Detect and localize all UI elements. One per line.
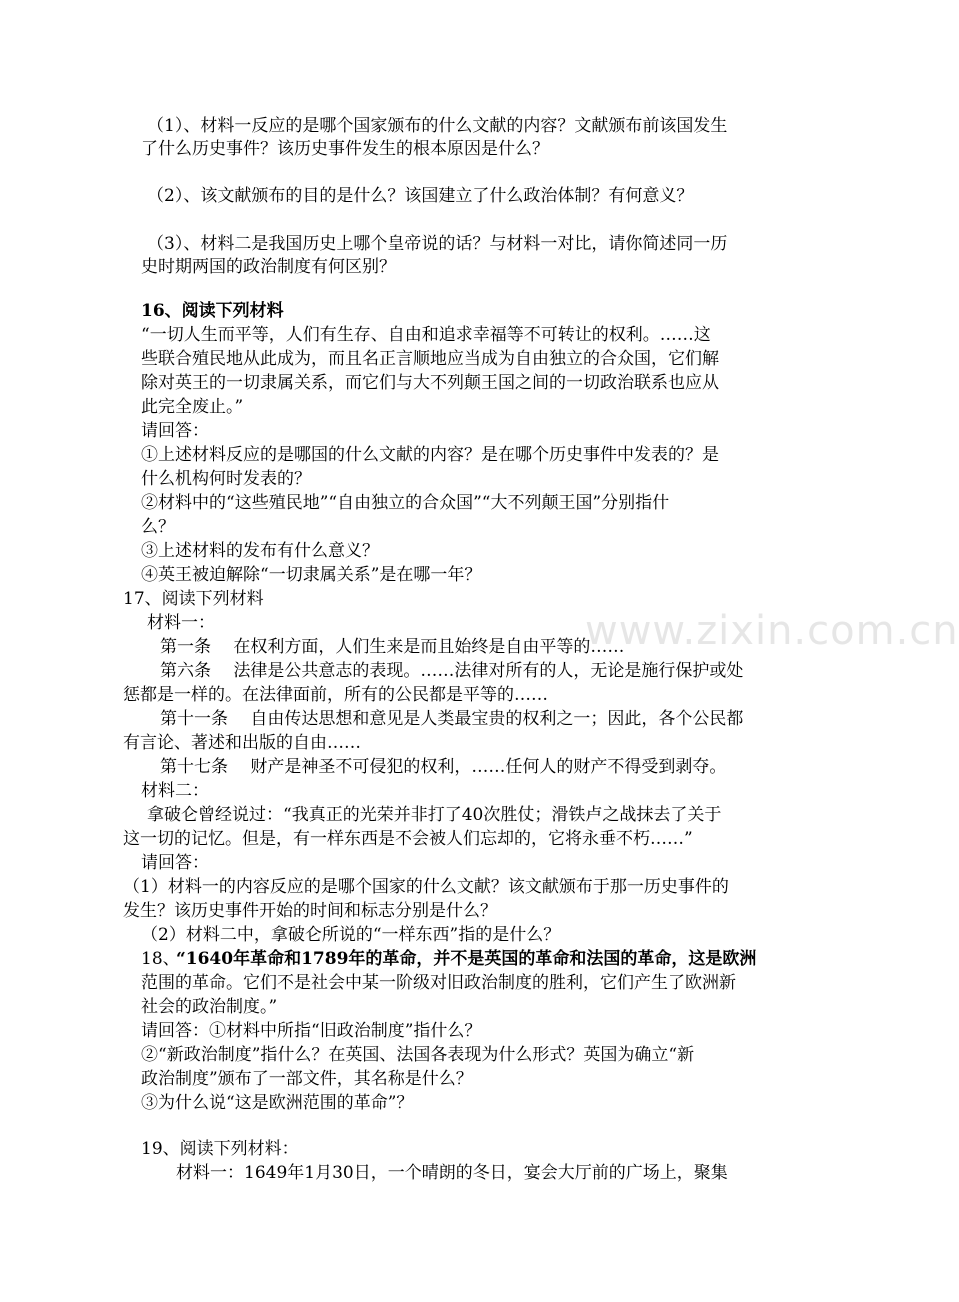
q15-part1-line1: （1）、材料一反应的是哪个国家颁布的什么文献的内容？文献颁布前该国发生 (147, 116, 728, 136)
q19-heading: 19、阅读下列材料： (141, 1139, 299, 1159)
q16-material-line1: “一切人生而平等，人们有生存、自由和追求幸福等不可转让的权利。……这 (141, 325, 711, 345)
q18-material-line3: 社会的政治制度。” (141, 997, 278, 1017)
q17-article1: 第一条 在权利方面，人们生来是而且始终是自由平等的…… (160, 637, 625, 657)
q16-question1-line2: 什么机构何时发表的？ (141, 469, 311, 489)
q18-question3: ③为什么说“这是欧洲范围的革命”？ (141, 1093, 414, 1113)
q16-material-line4: 此完全废止。” (141, 397, 244, 417)
q17-material2-label: 材料二： (141, 781, 209, 801)
q17-article11-line2: 有言论、著述和出版的自由…… (123, 733, 361, 753)
watermark: www.zixin.com.cn (585, 608, 959, 654)
q15-part3-line2: 史时期两国的政治制度有何区别？ (141, 257, 396, 277)
q18-question2-line2: 政治制度”颁布了一部文件，其名称是什么？ (141, 1069, 473, 1089)
q16-question1-line1: ①上述材料反应的是哪国的什么文献的内容？是在哪个历史事件中发表的？是 (141, 445, 719, 465)
q19-material1-line1: 材料一：1649年1月30日，一个晴朗的冬日，宴会大厅前的广场上，聚集 (176, 1163, 728, 1183)
q18-material-line2: 范围的革命。它们不是社会中某一阶级对旧政治制度的胜利，它们产生了欧洲新 (141, 973, 736, 993)
q18-question2-line1: ②“新政治制度”指什么？在英国、法国各表现为什么形式？英国为确立“新 (141, 1045, 695, 1065)
q17-question2: （2）材料二中，拿破仑所说的“一样东西”指的是什么？ (141, 925, 561, 945)
q17-material2-line1: 拿破仑曾经说过：“我真正的光荣并非打了40次胜仗；滑铁卢之战抹去了关于 (147, 805, 722, 825)
q17-material2-line2: 这一切的记忆。但是，有一样东西是不会被人们忘却的，它将永垂不朽……” (123, 829, 693, 849)
q16-prompt: 请回答： (141, 421, 209, 441)
q16-heading: 16、阅读下列材料 (141, 301, 284, 321)
q17-article17: 第十七条 财产是神圣不可侵犯的权利，……任何人的财产不得受到剥夺。 (160, 757, 727, 777)
q18-material-line1: “1640年革命和1789年的革命，并不是英国的革命和法国的革命，这是欧洲 (176, 949, 757, 969)
q17-question1-line2: 发生？该历史事件开始的时间和标志分别是什么？ (123, 901, 497, 921)
q17-prompt: 请回答： (141, 853, 209, 873)
q18-question1: 请回答：①材料中所指“旧政治制度”指什么？ (141, 1021, 482, 1041)
q17-article11-line1: 第十一条 自由传达思想和意见是人类最宝贵的权利之一；因此，各个公民都 (160, 709, 744, 729)
q15-part3-line1: （3）、材料二是我国历史上哪个皇帝说的话？与材料一对比，请你简述同一历 (147, 234, 728, 254)
q16-question4: ④英王被迫解除“一切隶属关系”是在哪一年？ (141, 565, 482, 585)
q17-article6-line1: 第六条 法律是公共意志的表现。……法律对所有的人，无论是施行保护或处 (160, 661, 744, 681)
q16-material-line3: 除对英王的一切隶属关系，而它们与大不列颠王国之间的一切政治联系也应从 (141, 373, 719, 393)
q16-question3: ③上述材料的发布有什么意义？ (141, 541, 379, 561)
q17-material1-label: 材料一： (147, 613, 215, 633)
q16-question2-line2: 么？ (141, 517, 175, 537)
q17-heading: 17、阅读下列材料 (123, 589, 264, 609)
q15-part1-line2: 了什么历史事件？该历史事件发生的根本原因是什么？ (141, 139, 549, 159)
q17-question1-line1: （1）材料一的内容反应的是哪个国家的什么文献？该文献颁布于那一历史事件的 (123, 877, 729, 897)
q17-article6-line2: 惩都是一样的。在法律面前，所有的公民都是平等的…… (123, 685, 548, 705)
q16-question2-line1: ②材料中的“这些殖民地”“自由独立的合众国”“大不列颠王国”分别指什 (141, 493, 670, 513)
q16-material-line2: 些联合殖民地从此成为，而且名正言顺地应当成为自由独立的合众国，它们解 (141, 349, 719, 369)
q15-part2-line1: （2）、该文献颁布的目的是什么？该国建立了什么政治体制？有何意义？ (147, 186, 694, 206)
q18-number: 18、 (141, 949, 180, 969)
